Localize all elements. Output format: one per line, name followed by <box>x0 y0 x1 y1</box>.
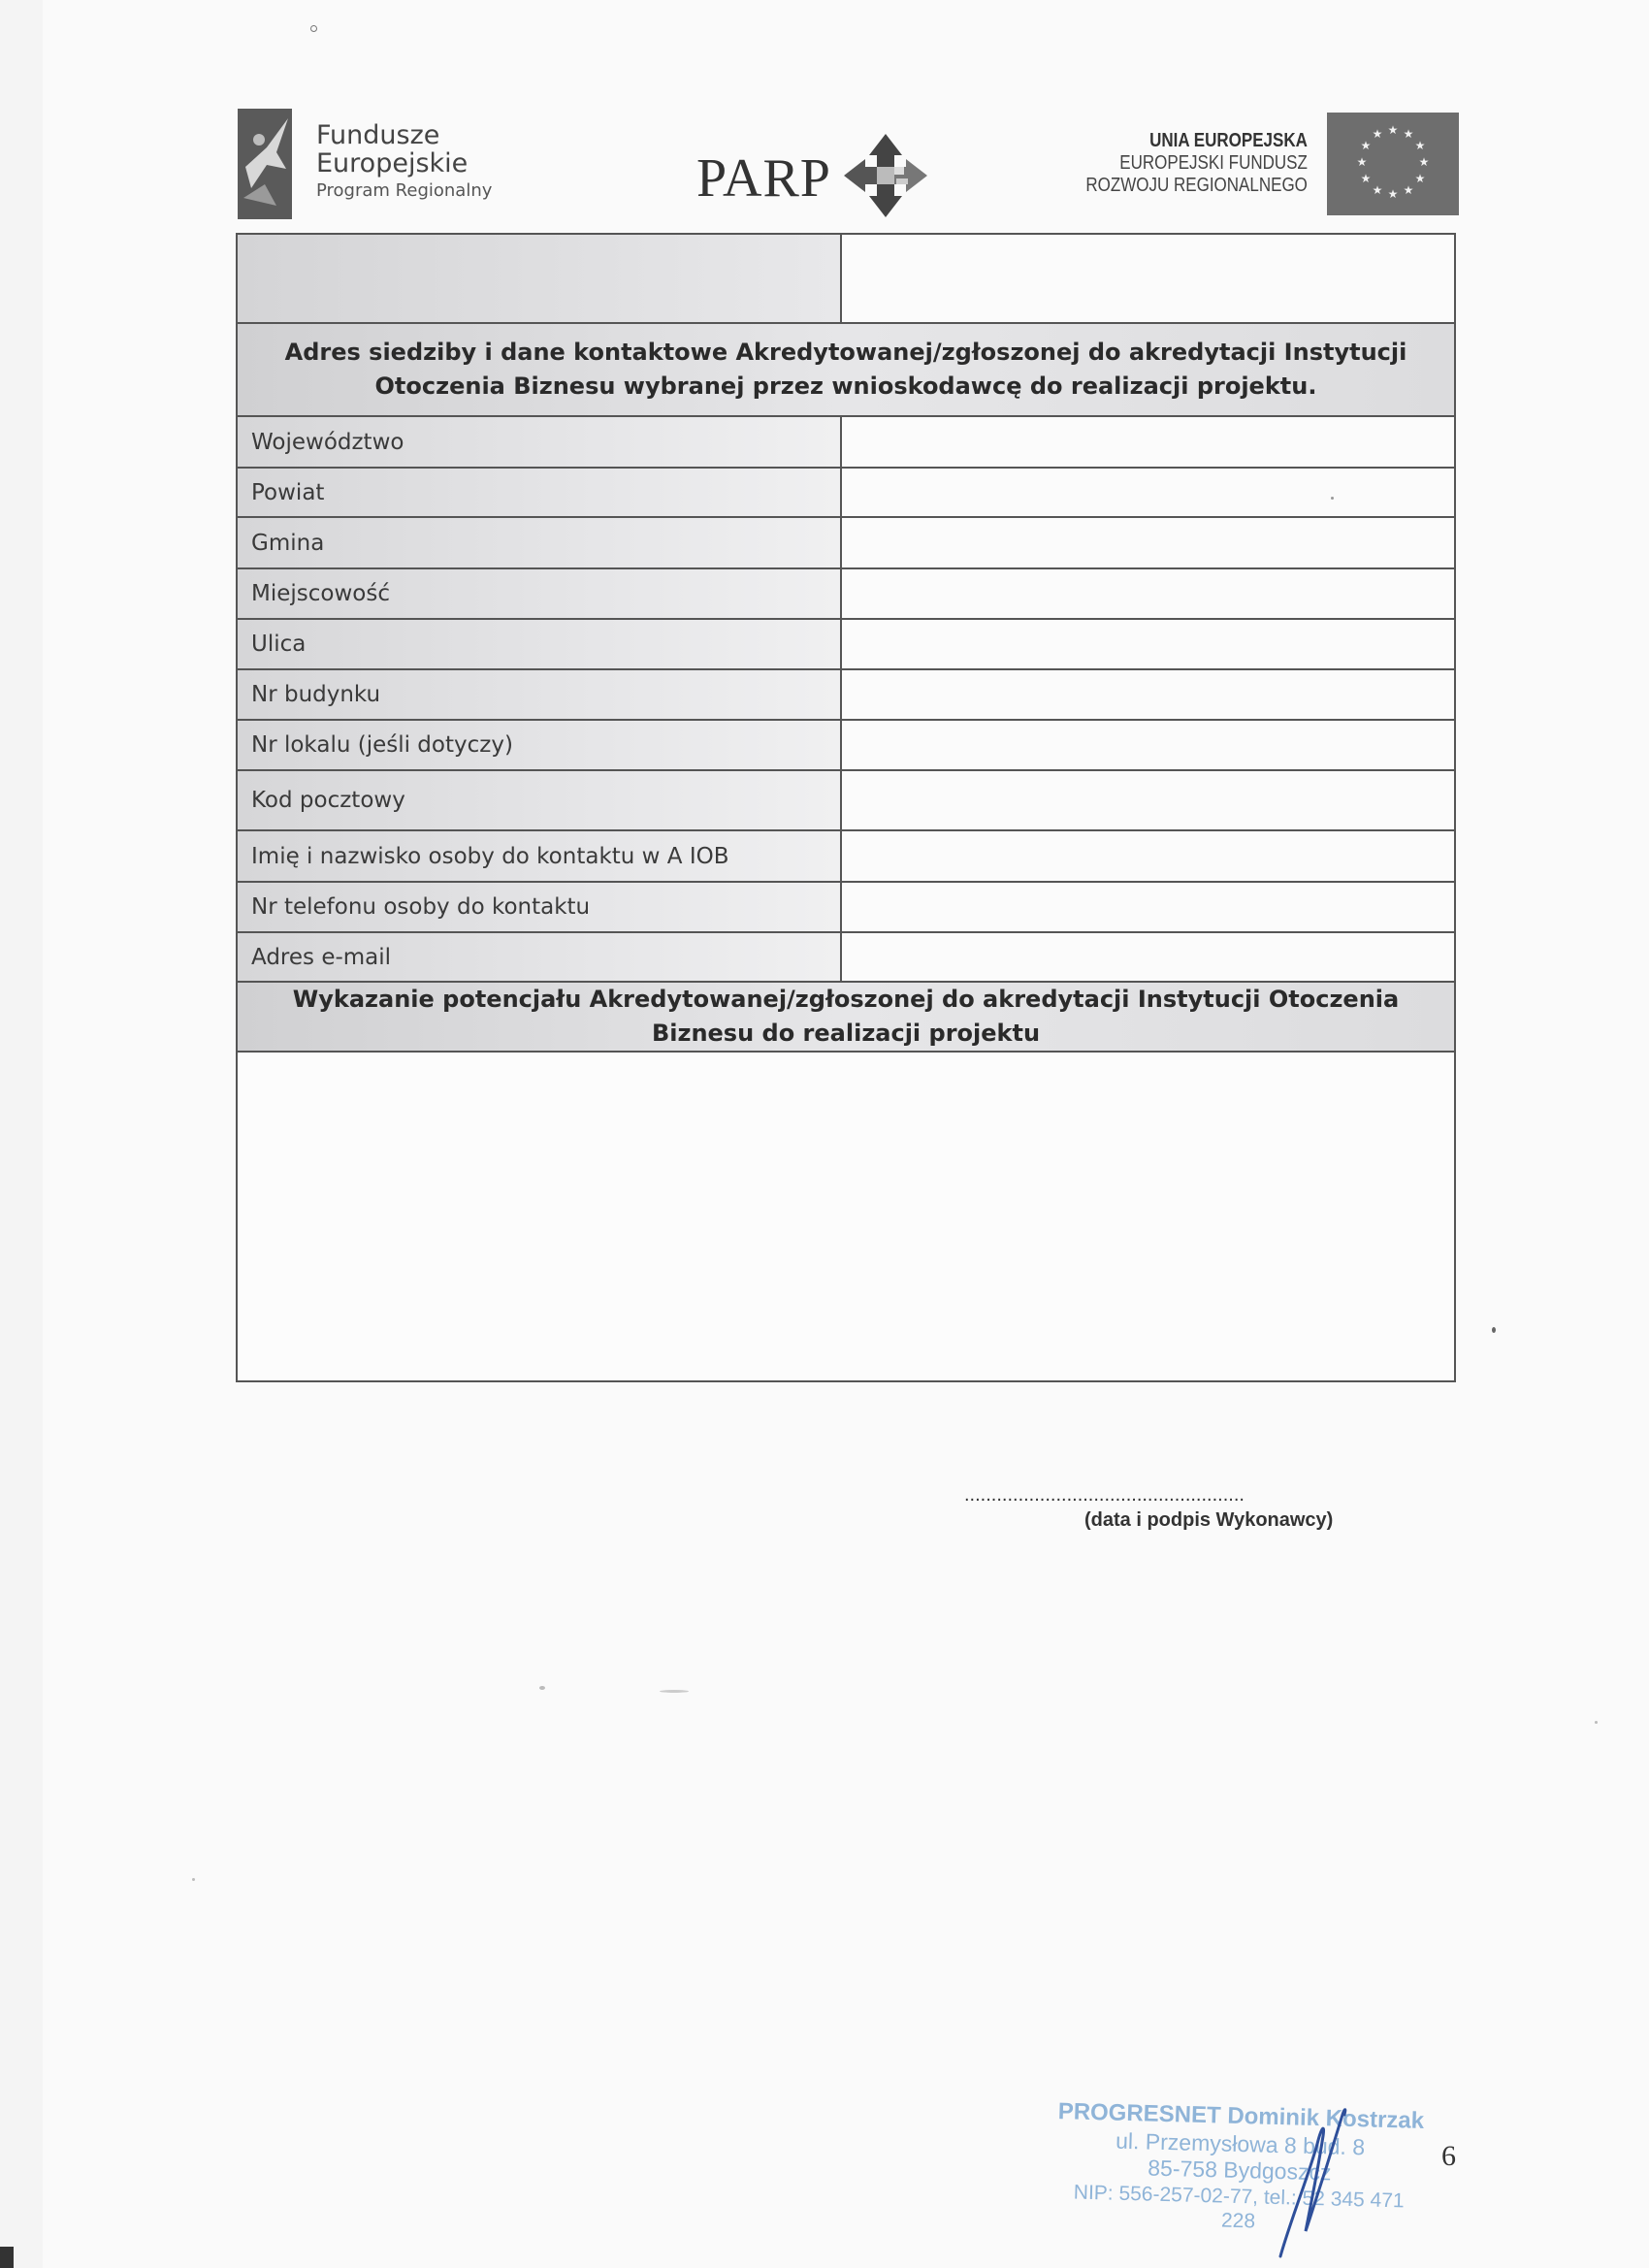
table-row <box>237 720 1455 770</box>
field-label: Imię i nazwisko osoby do kontaktu w A IOB <box>237 830 841 882</box>
stamp-line2: ul. Przemysłowa 8 bud. 8 <box>1115 2127 1366 2160</box>
section2-header: Wykazanie potencjału Akredytowanej/zgłoszonej do akredytacji Instytucji Otoczenia Biznesu do realizacji projektu <box>237 982 1455 1052</box>
table-row <box>237 619 1455 669</box>
table-row <box>237 669 1455 720</box>
fe-line3: Program Regionalny <box>316 180 493 201</box>
fundusze-europejskie-text <box>316 122 492 200</box>
scan-speck <box>1492 1327 1496 1333</box>
eu-line3: ROZWOJU REGIONALNEGO <box>1085 175 1308 196</box>
signature-caption: (data i podpis Wykonawcy) <box>1084 1509 1334 1531</box>
field-value[interactable] <box>841 770 1455 830</box>
scan-speck <box>1331 497 1334 500</box>
field-label: Miejscowość <box>237 568 841 619</box>
svg-text:★: ★ <box>1387 123 1399 137</box>
potential-description-field[interactable] <box>237 1052 1455 1381</box>
table-row <box>237 416 1455 468</box>
svg-text:★: ★ <box>1414 139 1426 152</box>
field-value[interactable] <box>841 882 1455 932</box>
svg-text:★: ★ <box>1387 187 1399 201</box>
field-label: Gmina <box>237 517 841 568</box>
field-label: Nr telefonu osoby do kontaktu <box>237 882 841 932</box>
eu-line1: UNIA EUROPEJSKA <box>1149 130 1308 151</box>
table-row <box>237 770 1455 830</box>
scan-speck <box>192 1878 195 1881</box>
field-label: Ulica <box>237 619 841 669</box>
field-value[interactable] <box>841 720 1455 770</box>
field-value[interactable] <box>841 468 1455 517</box>
field-label: Adres e-mail <box>237 932 841 982</box>
svg-text:★: ★ <box>1403 183 1414 197</box>
field-label: Województwo <box>237 416 841 468</box>
svg-text:★: ★ <box>1414 172 1426 185</box>
table-row <box>237 1052 1455 1381</box>
scan-artifact <box>0 2247 14 2268</box>
field-value[interactable] <box>841 669 1455 720</box>
field-value[interactable] <box>841 932 1455 982</box>
field-value[interactable] <box>841 619 1455 669</box>
svg-text:★: ★ <box>1360 139 1372 152</box>
table-row <box>237 568 1455 619</box>
table-row <box>237 323 1455 416</box>
parp-arrows-icon <box>842 132 929 219</box>
contact-form-table <box>236 233 1456 1382</box>
eu-line2: EUROPEJSKI FUNDUSZ <box>1119 152 1308 174</box>
field-label: Kod pocztowy <box>237 770 841 830</box>
parp-wordmark: PARP <box>696 148 831 209</box>
signature-dotted-line: .................................................... <box>964 1484 1245 1506</box>
stamp-line1: PROGRESNET Dominik Kostrzak <box>1057 2098 1425 2134</box>
table-row <box>237 982 1455 1052</box>
eu-flag-icon <box>1327 113 1459 215</box>
top-left-cell <box>237 234 841 323</box>
scan-speck <box>660 1690 689 1693</box>
table-row <box>237 517 1455 568</box>
field-label: Nr lokalu (jeśli dotyczy) <box>237 720 841 770</box>
fundusze-europejskie-logo-icon <box>238 109 292 219</box>
svg-text:★: ★ <box>1418 155 1430 169</box>
page-number: 6 <box>1441 2140 1456 2172</box>
table-row <box>237 234 1455 323</box>
table-row <box>237 932 1455 982</box>
field-value[interactable] <box>841 830 1455 882</box>
svg-text:★: ★ <box>1360 172 1372 185</box>
stamp-line3: 85-758 Bydgoszcz <box>1148 2155 1332 2186</box>
handwritten-signature-icon <box>1261 2086 1377 2260</box>
field-value[interactable] <box>841 416 1455 468</box>
table-row <box>237 830 1455 882</box>
field-label: Nr budynku <box>237 669 841 720</box>
table-row <box>237 468 1455 517</box>
fe-line2: Europejskie <box>316 148 469 178</box>
fe-line1: Fundusze <box>316 120 440 150</box>
section1-header: Adres siedziby i dane kontaktowe Akredytowanej/zgłoszonej do akredytacji Instytucji Otoczenia Biznesu wybranej przez wnioskodawcę do realizacji projektu. <box>237 323 1455 416</box>
scan-speck <box>539 1686 545 1690</box>
field-value[interactable] <box>841 568 1455 619</box>
svg-text:★: ★ <box>1356 155 1368 169</box>
svg-text:★: ★ <box>1372 127 1383 141</box>
scan-speck <box>1595 1721 1598 1724</box>
eu-text <box>1047 130 1308 197</box>
svg-text:★: ★ <box>1372 183 1383 197</box>
svg-text:★: ★ <box>1403 127 1414 141</box>
top-right-cell[interactable] <box>841 234 1455 323</box>
field-label: Powiat <box>237 468 841 517</box>
stamp-line4: NIP: 556-257-02-77, tel.: 52 345 471 228 <box>1073 2181 1405 2233</box>
field-value[interactable] <box>841 517 1455 568</box>
scan-speck <box>310 25 317 32</box>
table-row <box>237 882 1455 932</box>
scan-edge <box>0 0 43 2268</box>
